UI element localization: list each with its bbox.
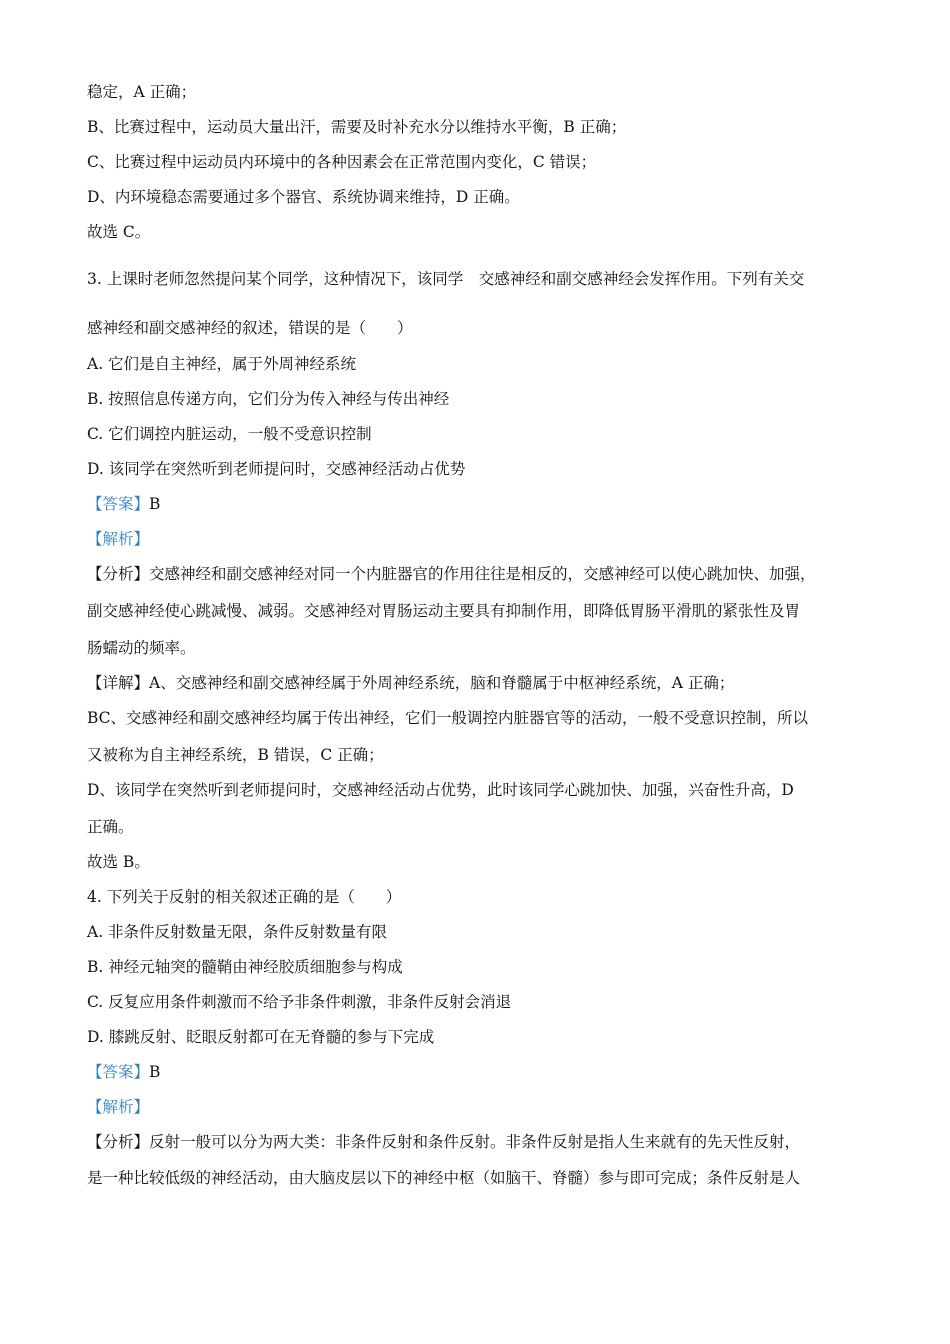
option-a: A. 非条件反射数量无限，条件反射数量有限 [87,923,388,941]
answer-tag: 【答案】 [87,495,150,513]
text-line: 正确。 [87,818,134,836]
text-line: 副交感神经使心跳减慢、减弱。交感神经对胃肠运动主要具有抑制作用，即降低胃肠平滑肌的紧张性及胃 [87,602,801,620]
analysis-line [87,1097,149,1117]
option-c: C. 反复应用条件刺激而不给予非条件刺激，非条件反射会消退 [87,993,512,1011]
text-line: 肠蠕动的频率。 [87,639,196,657]
text-line: BC、交感神经和副交感神经均属于传出神经，它们一般调控内脏器官等的活动，一般不受意识控制，所以 [87,709,809,727]
text-line: D、内环境稳态需要通过多个器官、系统协调来维持，D 正确。 [87,188,520,206]
option-b: B. 神经元轴突的髓鞘由神经胶质细胞参与构成 [87,958,403,976]
text-line: 稳定，A 正确； [87,83,197,101]
option-d: D. 膝跳反射、眨眼反射都可在无脊髓的参与下完成 [87,1028,435,1046]
answer-value: B [149,1063,161,1081]
answer-value: B [149,495,161,513]
analysis-line [87,529,149,549]
answer-tag: 【答案】 [87,1063,150,1081]
answer-line [87,1062,160,1082]
option-d: D. 该同学在突然听到老师提问时，交感神经活动占优势 [87,460,466,478]
question-4-stem: 4. 下列关于反射的相关叙述正确的是（ ） [87,888,402,906]
text-line: 【分析】交感神经和副交感神经对同一个内脏器官的作用往往是相反的，交感神经可以使心跳加快、加强， [87,565,816,583]
question-3-stem-cont: 感神经和副交感神经的叙述，错误的是（ ） [87,319,413,337]
text-line: 故选 C。 [87,223,151,241]
text-line: B、比赛过程中，运动员大量出汗，需要及时补充水分以维持水平衡，B 正确； [87,118,627,136]
text-line: 又被称为自主神经系统，B 错误，C 正确； [87,746,384,764]
option-b: B. 按照信息传递方向，它们分为传入神经与传出神经 [87,390,450,408]
option-c: C. 它们调控内脏运动，一般不受意识控制 [87,425,372,443]
text-line: 故选 B。 [87,853,150,871]
text-line: 【分析】反射一般可以分为两大类：非条件反射和条件反射。非条件反射是指人生来就有的先天性反射， [87,1133,801,1151]
text-line: C、比赛过程中运动员内环境中的各种因素会在正常范围内变化，C 错误； [87,153,597,171]
question-3-stem: 3. 上课时老师忽然提问某个同学，这种情况下，该同学 交感神经和副交感神经会发挥作用。下列有关交 [87,270,805,288]
text-line: D、该同学在突然听到老师提问时，交感神经活动占优势，此时该同学心跳加快、加强，兴奋性升高，D [87,781,794,799]
text-line: 是一种比较低级的神经活动，由大脑皮层以下的神经中枢（如脑干、脊髓）参与即可完成；条件反射是人 [87,1169,801,1187]
analysis-tag: 【解析】 [87,1098,150,1116]
answer-line [87,494,160,514]
analysis-tag: 【解析】 [87,530,150,548]
option-a: A. 它们是自主神经，属于外周神经系统 [87,355,357,373]
text-line: 【详解】A、交感神经和副交感神经属于外周神经系统，脑和脊髓属于中枢神经系统，A 正确； [87,674,735,692]
